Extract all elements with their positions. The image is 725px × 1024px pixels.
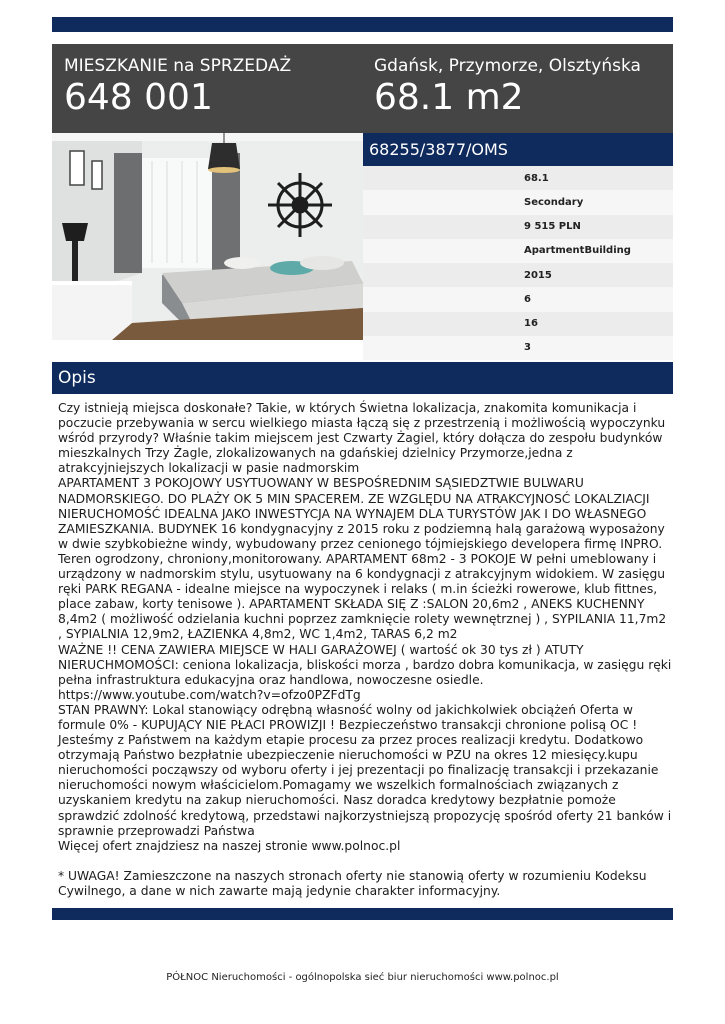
description-line: urządzony w nadmorskim stylu, usytuowany na 6 kondygnacji z atrakcyjnym widokiem. W zasięgu xyxy=(58,567,666,582)
description-line: Czy istnieją miejsca doskonałe? Takie, w których Świetna lokalizacja, znakomita komunikacja i xyxy=(58,401,637,415)
details-row xyxy=(363,312,673,336)
listing-location: Gdańsk, Przymorze, Olsztyńska xyxy=(374,56,641,76)
disclaimer-line: * UWAGA! Zamieszczone na naszych stronach oferty nie stanowią oferty w rozumieniu Kodeksu xyxy=(58,868,647,883)
bottom-accent-bar xyxy=(52,908,673,920)
description-line: poczucie przebywania w sercu wielkiego miasta łączą się z przestrzenią i możliwością wypoczynku xyxy=(58,416,666,431)
top-accent-bar xyxy=(52,17,673,32)
header-right xyxy=(374,56,641,118)
description-line: mieszkalnych Trzy Żagle, zlokalizowanych na gdańskiej dzielnicy Przymorze,jedna z xyxy=(58,446,573,461)
listing-header xyxy=(52,44,673,133)
description-line: ZAMIESZKANIA. BUDYNEK 16 kondygnacyjny z 2015 roku z podziemną halą garażową wyposażony xyxy=(58,521,665,536)
details-row xyxy=(363,239,673,263)
description-line: wśród przyrody? Właśnie takim miejscem jest Czwarty Żagiel, który dołącza do zespołu budynków xyxy=(58,431,663,446)
detail-value: 3 xyxy=(524,342,531,354)
detail-value: 2015 xyxy=(524,269,552,281)
detail-value: 68.1 xyxy=(524,172,549,184)
listing-price: 648 001 xyxy=(64,77,213,118)
description-line: Teren ogrodzony, chroniony,monitorowany. APARTAMENT 68m2 - 3 POKOJE W pełni umeblowany i xyxy=(58,551,657,566)
description-line: sprawnie przeprowadzi Państwa xyxy=(58,823,255,838)
details-row xyxy=(363,263,673,287)
description-line: atrakcyjniejszych lokalizacji w pasie nadmorskim xyxy=(58,461,360,476)
description xyxy=(58,401,670,899)
video-link[interactable]: https://www.youtube.com/watch?v=ofzo0PZFdTg xyxy=(58,687,361,702)
reference-number: 68255/3877/OMS xyxy=(363,133,673,166)
description-line: NADMORSKIEGO. DO PLAŻY OK 5 MIN SPACEREM. ZE WZGLĘDU NA ATRAKCYJNOSĆ LOKALZIACJI xyxy=(58,491,650,506)
description-line: nieruchomości począwszy od wyboru oferty i jej prezentacji po finalizację transakcji i przekazanie xyxy=(58,763,659,778)
description-line: ręki PARK REGANA - idealne miejsce na wypoczynek i relaks ( m.in ścieżki rowerowe, klub fittnes, xyxy=(58,582,658,597)
details-table xyxy=(363,166,673,360)
listing-area: 68.1 m2 xyxy=(374,77,524,118)
detail-value: 6 xyxy=(524,293,531,305)
details-row xyxy=(363,190,673,214)
disclaimer-line: Cywilnego, a dane w nich zawarte mają jedynie charakter informacyjny. xyxy=(58,884,501,898)
description-line: place zabaw, korty tenisowe ). APARTAMENT SKŁADA SIĘ Z :SALON 20,6m2 , ANEKS KUCHENNY xyxy=(58,597,645,612)
description-line: nieruchomości nowym właścicielom.Pomagamy we wszelkich formalnościach związanych z xyxy=(58,778,619,793)
description-line: Jesteśmy z Państwem na każdym etapie procesu za przez proces realizacji kredytu. Dodatkowo xyxy=(58,733,644,748)
description-line: uzyskaniem kredytu na zakup nieruchomości. Nasz doradca kredytowy bezpłatnie pomoże xyxy=(58,793,616,808)
details-row xyxy=(363,336,673,360)
detail-value: ApartmentBuilding xyxy=(524,245,631,257)
description-line: Więcej ofert znajdziesz na naszej stronie www.polnoc.pl xyxy=(58,838,401,853)
description-line: w dwie szybkobieżne windy, wybudowany przez cenionego tójmiejskiego developera firmę INPRO. xyxy=(58,536,663,551)
header-left xyxy=(64,56,291,118)
listing-type: MIESZKANIE na SPRZEDAŻ xyxy=(64,56,292,76)
description-line: WAŻNE !! CENA ZAWIERA MIEJSCE W HALI GARAŻOWEJ ( wartość ok 30 tys zł ) ATUTY xyxy=(58,642,584,657)
description-line: APARTAMENT 3 POKOJOWY USYTUOWANY W BESPOŚREDNIM SĄSIEDZTWIE BULWARU xyxy=(58,476,584,491)
details-row xyxy=(363,215,673,239)
paragraph-gap xyxy=(58,854,670,869)
description-line: , SYPIALNIA 12,9m2, ŁAZIENKA 4,8m2, WC 1,4m2, TARAS 6,2 m2 xyxy=(58,627,458,642)
description-line: STAN PRAWNY: Lokal stanowiący odrębną własność wolny od jakichkolwiek obciążeń Oferta w xyxy=(58,702,633,717)
description-line: formule 0% - KUPUJĄCY NIE PŁACI PROWIZJI ! Bezpieczeństwo transakcji chronione polisą OC ! xyxy=(58,717,638,732)
description-line: otrzymają Państwo bezpłatnie ubezpieczenie nieruchomości w PZU na okres 12 miesięcy.kupu xyxy=(58,748,638,763)
detail-value: 16 xyxy=(524,318,538,330)
details-row xyxy=(363,166,673,190)
description-line: NIERUCHMOMOŚCI: ceniona lokalizacja, bliskości morza , bardzo dobra komunikacja, w zasięgu ręki xyxy=(58,657,672,672)
section-title-opis: Opis xyxy=(52,362,673,394)
footer-text: PÓŁNOC Nieruchomości - ogólnopolska sieć biur nieruchomości www.polnoc.pl xyxy=(166,972,559,983)
apartment-photo xyxy=(52,133,363,340)
description-line: 8,4m2 ( możliwość odzielania kuchni poprzez zamknięcie rolety wewnętrznej ) , SYPILANIA 11,7m2 xyxy=(58,612,667,627)
description-line: sprawdzić zdolność kredytową, przedstawi najkorzystniejszą propozycję spośród oferty 21 banków i xyxy=(58,808,672,823)
detail-value: 9 515 PLN xyxy=(524,221,581,233)
description-line: NIERUCHOMOŚĆ IDEALNA JAKO INWESTYCJA NA WYNAJEM DLA TURYSTÓW JAK I DO WŁASNEGO xyxy=(58,506,647,521)
description-line: pełna infrastruktura edukacyjna oraz handlowa, nowoczesne osiedle. xyxy=(58,672,484,687)
details-row xyxy=(363,287,673,311)
detail-value: Secondary xyxy=(524,196,584,208)
